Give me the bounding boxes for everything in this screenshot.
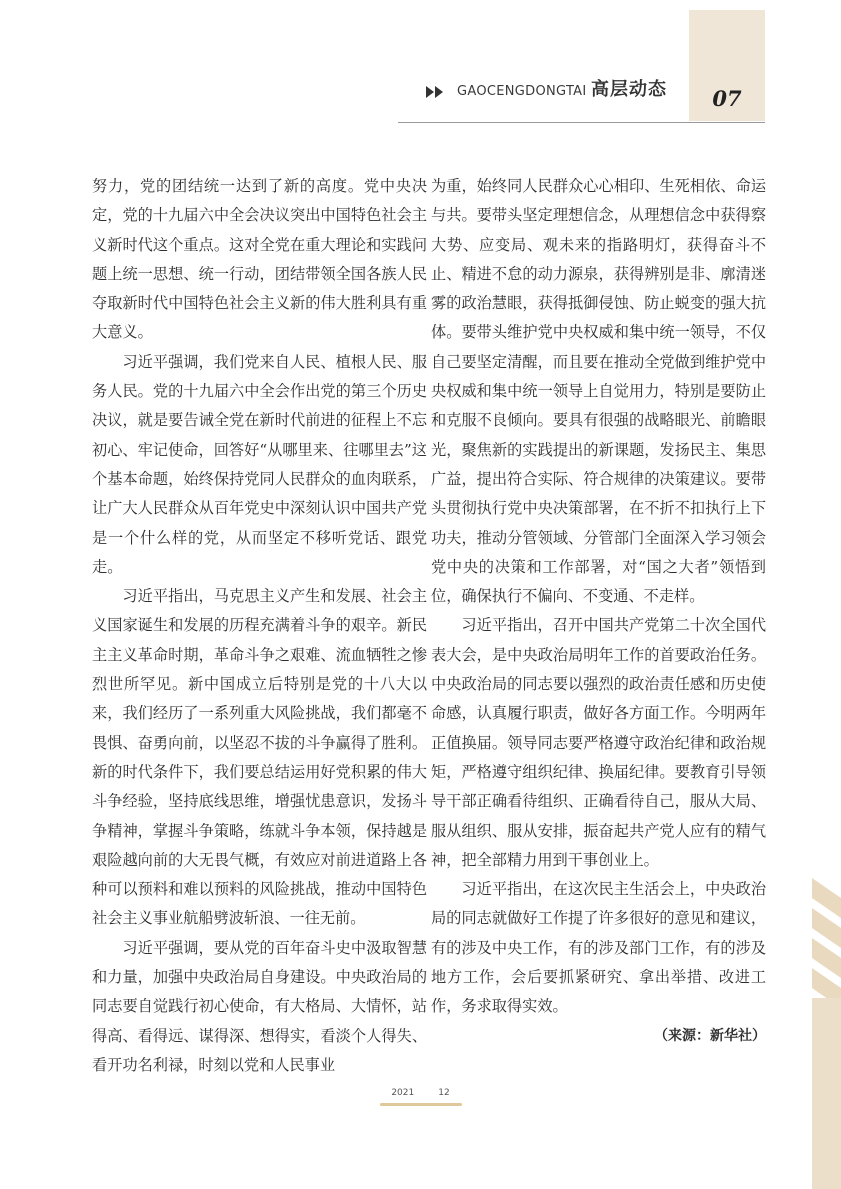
source-credit: （来源：新华社） [654, 1027, 766, 1044]
page-number-block [689, 10, 765, 121]
paragraph: 习近平强调，要从党的百年奋斗史中汲取智慧和力量，加强中央政治局自身建设。中央政治局的同志要自觉践行初心使命，有大格局、大情怀，站得高、看得远、谋得深、想得实，看淡个人得失、看开功名利禄，时刻以党和人民事业 [92, 938, 427, 1074]
paragraph: 习近平指出，召开中国共产党第二十次全国代表大会，是中央政治局明年工作的首要政治任务。中央政治局的同志要以强烈的政治责任感和历史使命感，认真履行职责，做好各方面工作。今明两年正值换届。领导同志要严格遵守政治纪律和政治规矩，严格遵守组织纪律、换届纪律。要教育引导领导干部正确看待组织、正确看待自己，服从大局、服从组织、服从安排，振奋起共产党人应有的精气神，把全部精力用到干事创业上。 [431, 616, 766, 869]
section-title-cn: 高层动态 [591, 79, 667, 100]
section-title-en: GAOCENGDONGTAI [457, 84, 587, 99]
paragraph: 习近平指出，在这次民主生活会上，中央政治局的同志就做好工作提了许多很好的意见和建议，有的涉及中央工作，有的涉及部门工作，有的涉及地方工作，会后要抓紧研究、拿出举措、改进工作，务求取得实效。 [431, 880, 766, 1016]
footer-month: 12 [438, 1088, 450, 1098]
double-arrow-icon [426, 86, 444, 98]
right-column [431, 172, 766, 1051]
footer-bar [380, 1103, 462, 1106]
decorative-stripes [812, 878, 841, 1189]
page-number: 07 [712, 86, 742, 111]
paragraph: 努力，党的团结统一达到了新的高度。党中央决定，党的十九届六中全会决议突出中国特色社会主义新时代这个重点。这对全党在重大理论和实践问题上统一思想、统一行动，团结带领全国各族人民夺取新时代中国特色社会主义新的伟大胜利具有重大意义。 [92, 177, 427, 342]
footer-issue [0, 1088, 841, 1098]
left-column [92, 172, 427, 1080]
header-rule [398, 122, 765, 123]
footer-year: 2021 [391, 1088, 415, 1098]
paragraph: 为重，始终同人民群众心心相印、生死相依、命运与共。要带头坚定理想信念，从理想信念中获得察大势、应变局、观未来的指路明灯，获得奋斗不止、精进不怠的动力源泉，获得辨别是非、廓清迷雾的政治慧眼，获得抵御侵蚀、防止蜕变的强大抗体。要带头维护党中央权威和集中统一领导，不仅自己要坚定清醒，而且要在推动全党做到维护党中央权威和集中统一领导上自觉用力，特别是要防止和克服不良倾向。要具有很强的战略眼光、前瞻眼光，聚焦新的实践提出的新课题，发扬民主、集思广益，提出符合实际、符合规律的决策建议。要带头贯彻执行党中央决策部署，在不折不扣执行上下功夫，推动分管领域、分管部门全面深入学习领会党中央的决策和工作部署，对“国之大者”领悟到位，确保执行不偏向、不变通、不走样。 [431, 177, 766, 606]
paragraph: 习近平强调，我们党来自人民、植根人民、服务人民。党的十九届六中全会作出党的第三个历史决议，就是要告诫全党在新时代前进的征程上不忘初心、牢记使命，回答好“从哪里来、往哪里去”这个基本命题，始终保持党同人民群众的血肉联系，让广大人民群众从百年党史中深刻认识中国共产党是一个什么样的党，从而坚定不移听党话、跟党走。 [92, 352, 427, 576]
paragraph: 习近平指出，马克思主义产生和发展、社会主义国家诞生和发展的历程充满着斗争的艰辛。新民主主义革命时期，革命斗争之艰难、流血牺牲之惨烈世所罕见。新中国成立后特别是党的十八大以来，我们经历了一系列重大风险挑战，我们都毫不畏惧、奋勇向前，以坚忍不拔的斗争赢得了胜利。新的时代条件下，我们要总结运用好党积累的伟大斗争经验，坚持底线思维，增强忧患意识，发扬斗争精神，掌握斗争策略，练就斗争本领，保持越是艰险越向前的大无畏气概，有效应对前进道路上各种可以预料和难以预料的风险挑战，推动中国特色社会主义事业航船劈波斩浪、一往无前。 [92, 587, 427, 928]
